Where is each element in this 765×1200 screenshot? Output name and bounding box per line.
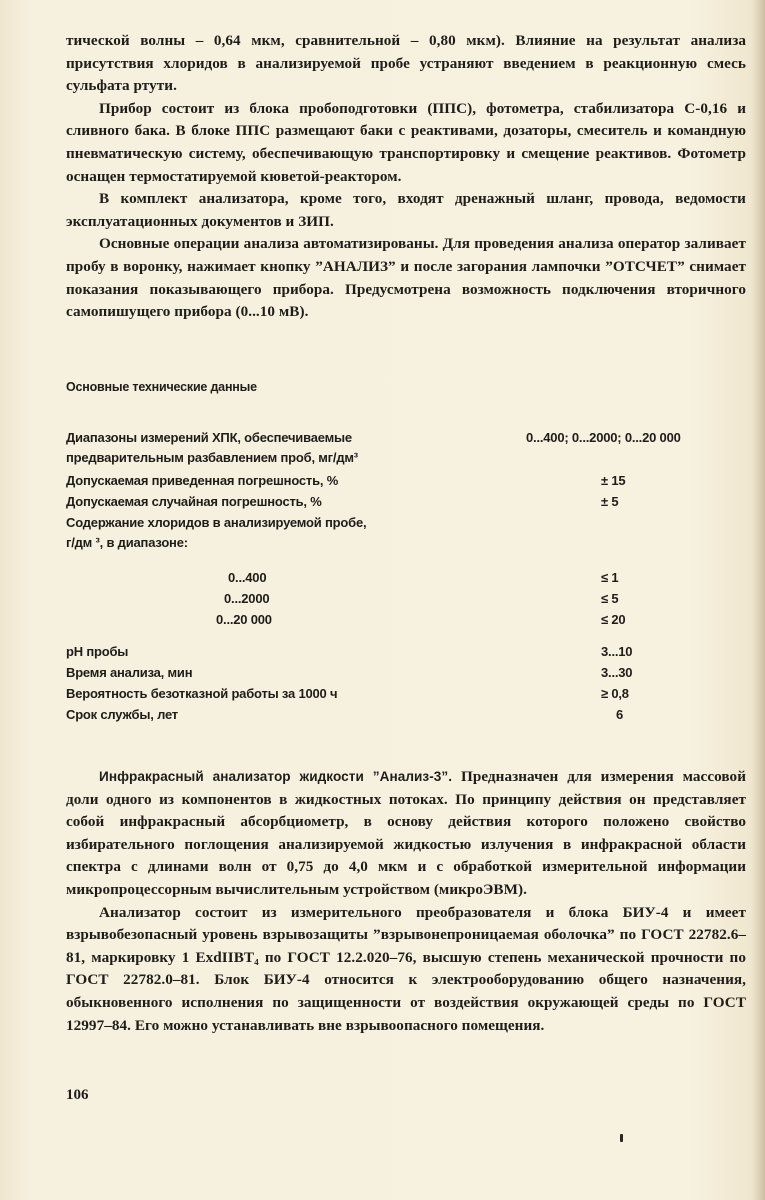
section-title: Основные технические данные (66, 380, 257, 394)
page-edge-shadow (751, 0, 765, 1200)
spec-label: 0...20 000 (216, 612, 272, 627)
text-block-top (66, 30, 746, 324)
spec-label: Допускаемая приведенная погрешность, % (66, 473, 339, 488)
spec-value: ≤ 20 (601, 612, 626, 627)
spec-value: ± 5 (601, 494, 619, 509)
spec-label: 0...400 (228, 570, 267, 585)
paragraph-device-structure: Прибор состоит из блока пробоподготовки (ППС), фотометра, стабилизатора С-0,16 и сливного бака. В блоке ППС размещают баки с реактивами, дозаторы, смеситель и командную пневматическую систему, обеспечивающую транспортировку и смещение реактивов. Фотометр оснащен термостатируемой кюветой-реактором. (66, 99, 746, 185)
print-speck (620, 1134, 623, 1142)
spec-value: ≤ 1 (601, 570, 619, 585)
spec-label: рН пробы (66, 644, 129, 659)
spec-label: Время анализа, мин (66, 665, 193, 680)
spec-value: 3...10 (601, 644, 633, 659)
spec-value: 6 (616, 707, 624, 722)
spec-label: Срок службы, лет (66, 707, 178, 722)
spec-value: ± 15 (601, 473, 626, 488)
run-in-title: Инфракрасный анализатор жидкости ”Анализ-3”. (99, 769, 453, 784)
paragraph-continuation: тической волны – 0,64 мкм, сравнительной – 0,80 мкм). Влияние на результат анализа присутствия хлоридов в анализируемой пробе устраняют введением в реакционную смесь сульфата ртути. (66, 32, 746, 95)
spec-label: 0...2000 (224, 591, 270, 606)
spec-label: Содержание хлоридов в анализируемой пробе, г/дм ³, в диапазоне: (66, 515, 367, 550)
spec-value: ≥ 0,8 (601, 686, 629, 701)
paragraph-ir-analyzer (66, 766, 746, 902)
spec-label: Диапазоны измерений ХПК, обеспечиваемые предварительным разбавлением проб, мг/дм³ (66, 430, 358, 465)
paragraph-kit-contents: В комплект анализатора, кроме того, входят дренажный шланг, провода, ведомости эксплуатационных документов и ЗИП. (66, 190, 746, 230)
spec-label: Допускаемая случайная погрешность, % (66, 494, 322, 509)
spec-value: ≤ 5 (601, 591, 619, 606)
spec-value: 0...400; 0...2000; 0...20 000 (526, 430, 681, 445)
spec-label: Вероятность безотказной работы за 1000 ч (66, 686, 338, 701)
paragraph-operations: Основные операции анализа автоматизированы. Для проведения анализа оператор заливает пробу в воронку, нажимает кнопку ”АНАЛИЗ” и после загорания лампочки ”ОТСЧЕТ” снимает показания показывающего прибора. Предусмотрена возможность подключения вторичного самопишущего прибора (0...10 мВ). (66, 235, 746, 321)
paragraph-analyzer-structure: Анализатор состоит из измерительного преобразователя и блока БИУ-4 и имеет взрывобезопасный уровень взрывозащиты ”взрывонепроницаемая оболочка” по ГОСТ 22782.6–81, маркировку 1 ExdIIBT₄ по ГОСТ 12.2.020–76, высшую степень механической прочности по ГОСТ 22782.0–81. Блок БИУ-4 относится к электрооборудованию общего назначения, обыкновенного исполнения по защищенности от воздействия окружающей среды по ГОСТ 12997–84. Его можно устанавливать вне взрывоопасного помещения. (66, 903, 746, 1034)
ir-text: Предназначен для измерения массовой доли одного из компонентов в жидкостных потоках. По принципу действия он представляет собой инфракрасный абсорбциометр, в основу действия которого положено свойство избирательного поглощения анализируемой жидкостью излучения в инфракрасной области спектра с длинами волн от 0,75 до 4,0 мкм и с обработкой измерительной информации микропроцессорным вычислительным устройством (микроЭВМ). (66, 768, 746, 898)
text-block-bottom (66, 766, 746, 1037)
spec-value: 3...30 (601, 665, 633, 680)
page-number: 106 (66, 1087, 89, 1103)
